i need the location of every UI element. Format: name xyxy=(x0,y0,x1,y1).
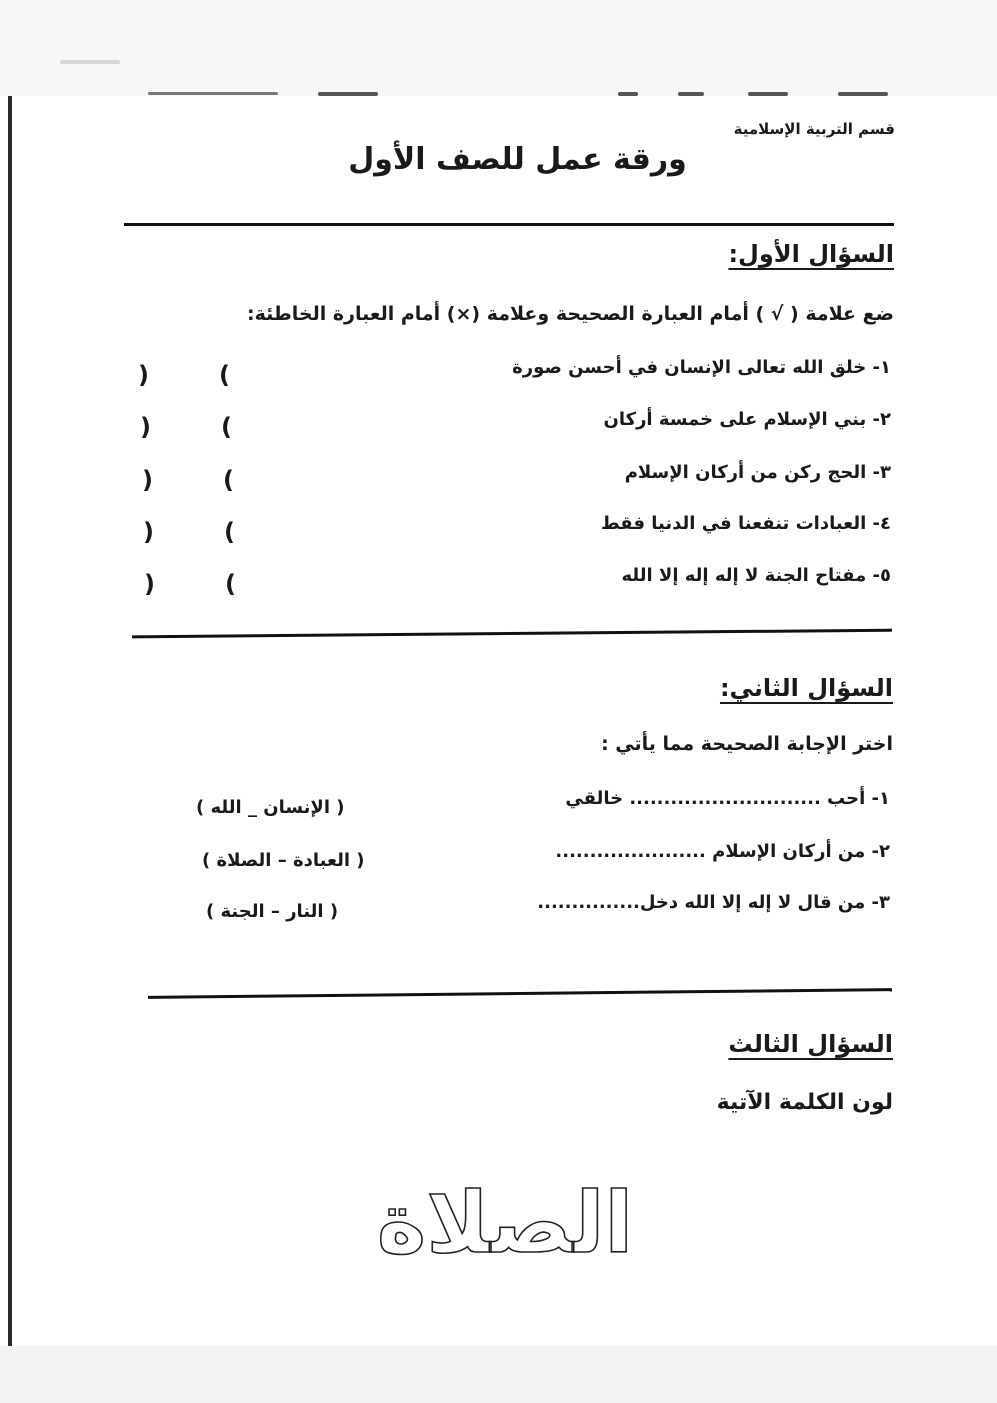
page-left-edge xyxy=(8,96,12,1346)
scan-margin-bottom xyxy=(0,1346,997,1403)
answer-box-5-open[interactable]: ( xyxy=(225,570,236,598)
question1-instruction: ضع علامة ( √ ) أمام العبارة الصحيحة وعلامة (×) أمام العبارة الخاطئة: xyxy=(246,303,894,325)
scan-margin-top xyxy=(0,0,997,96)
question2-item-3[interactable]: ٣- من قال لا إله إلا الله دخل............... xyxy=(537,892,890,913)
answer-box-4-close[interactable]: ) xyxy=(143,518,154,546)
answer-box-3-open[interactable]: ( xyxy=(223,466,234,494)
question3-instruction: لون الكلمة الآتية xyxy=(716,1090,893,1115)
answer-box-2-open[interactable]: ( xyxy=(221,413,232,441)
outline-word: الصلاة xyxy=(376,1174,634,1272)
divider-top xyxy=(124,223,894,226)
question2-choices-3: ( النار – الجنة ) xyxy=(206,901,339,922)
outline-word-to-color[interactable] xyxy=(355,1160,655,1280)
question2-heading: السؤال الثاني: xyxy=(719,674,893,702)
question1-item-1: ١- خلق الله تعالى الإنسان في أحسن صورة xyxy=(512,357,891,378)
answer-box-5-close[interactable]: ) xyxy=(144,570,155,598)
answer-box-3-close[interactable]: ) xyxy=(142,466,153,494)
question2-item-2[interactable]: ٢- من أركان الإسلام ...................... xyxy=(555,841,890,862)
question2-choices-1: ( الإنسان _ الله ) xyxy=(196,797,345,818)
cropped-header-line xyxy=(148,90,888,102)
question3-heading: السؤال الثالث xyxy=(728,1030,893,1058)
question2-instruction: اختر الإجابة الصحيحة مما يأتي : xyxy=(601,733,893,755)
question1-item-5: ٥- مفتاح الجنة لا إله إله إلا الله xyxy=(621,565,891,586)
question2-item-1[interactable]: ١- أحب ............................ خالقي xyxy=(565,788,890,809)
question1-item-3: ٣- الحج ركن من أركان الإسلام xyxy=(624,462,891,483)
question2-choices-2: ( العبادة – الصلاة ) xyxy=(202,850,365,871)
answer-box-1-open[interactable]: ( xyxy=(219,361,230,389)
answer-box-2-close[interactable]: ) xyxy=(140,413,151,441)
question1-item-4: ٤- العبادات تنفعنا في الدنيا فقط xyxy=(600,513,891,534)
page-title: ورقة عمل للصف الأول xyxy=(348,142,687,177)
question1-heading: السؤال الأول: xyxy=(728,240,894,268)
scan-smudge xyxy=(60,60,120,64)
answer-box-4-open[interactable]: ( xyxy=(224,518,235,546)
question1-item-2: ٢- بني الإسلام على خمسة أركان xyxy=(603,409,891,430)
department-label: قسم التربية الإسلامية xyxy=(733,120,895,138)
answer-box-1-close[interactable]: ) xyxy=(138,361,149,389)
worksheet-page xyxy=(0,96,997,1346)
